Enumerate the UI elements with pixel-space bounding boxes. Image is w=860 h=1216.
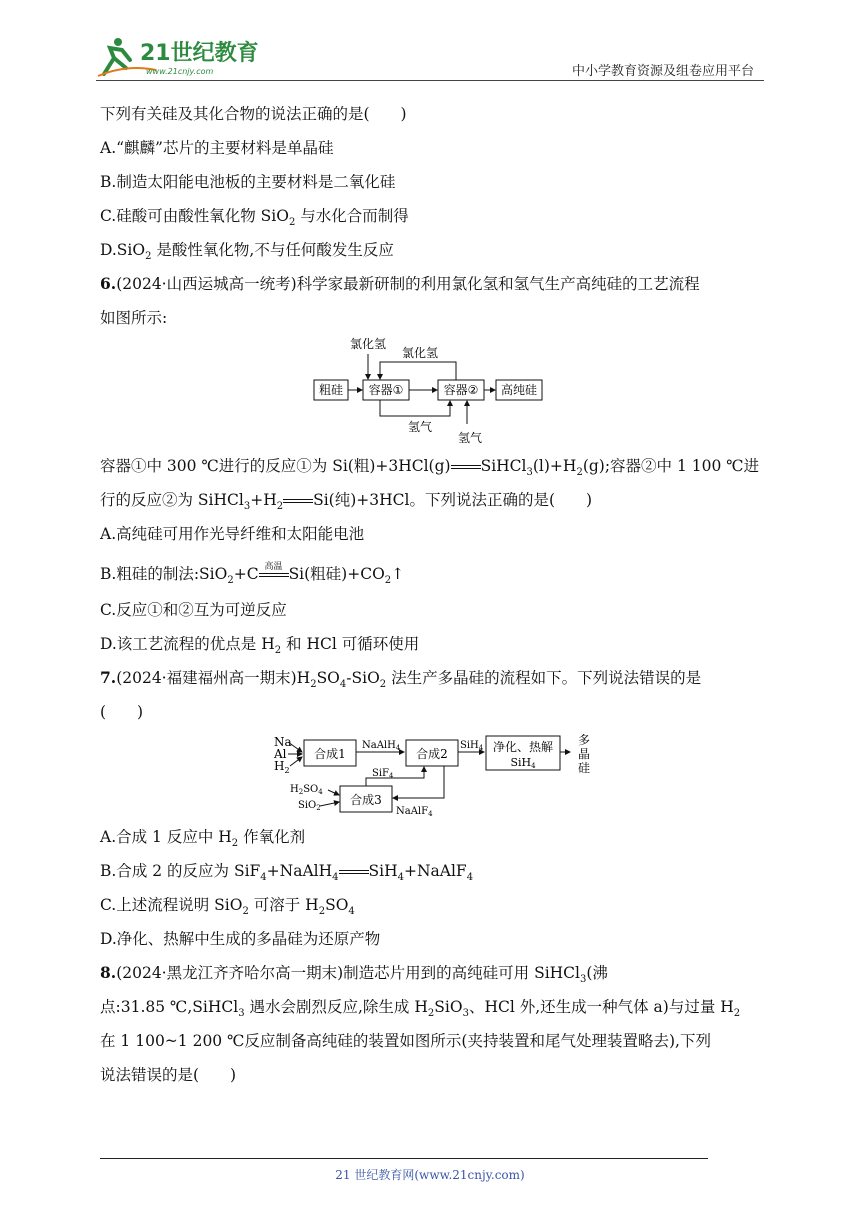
box-synthesis-3-label: 合成3 xyxy=(350,793,382,807)
box-pure-si-label: 高纯硅 xyxy=(500,383,538,397)
label-naalf4: NaAlF$_4$ xyxy=(396,806,433,818)
equals-sign-high-temp: 高温 xyxy=(259,568,289,582)
q6-stem-line2: 如图所示: xyxy=(100,309,168,327)
arrow-h2 xyxy=(290,757,302,766)
box-container-2-label: 容器② xyxy=(443,383,479,397)
equals-sign xyxy=(339,865,369,879)
footer-text: 21 世纪教育网(www.21cnjy.com) xyxy=(335,1168,525,1182)
q8-stem-line1: 8.(2024·黑龙江齐齐哈尔高一期末)制造芯片用到的高纯硅可用 SiHCl$_3$(沸 xyxy=(100,963,608,986)
header-divider xyxy=(96,80,764,81)
q7-option-a: A.合成 1 反应中 $H_2$ 作氧化剂 xyxy=(100,828,306,850)
q7-stem-line1: 7.(2024·福建福州高一期末)$H_2SO_4-SiO_2$ 法生产多晶硅的流程如下。下列说法错误的是 xyxy=(100,668,702,691)
footer-divider xyxy=(100,1158,708,1159)
q5-option-a: A.“麒麟”芯片的主要材料是单晶硅 xyxy=(100,139,334,157)
label-h2-loop: 氢气 xyxy=(407,420,433,434)
label-hcl-in: 氯化氢 xyxy=(349,337,387,351)
product-char-2: 晶 xyxy=(578,747,591,761)
q6-flow-diagram xyxy=(310,332,550,446)
label-sih4: SiH$_4$ xyxy=(460,740,484,752)
q7-stem-line2: ( ) xyxy=(100,703,144,721)
box-container-1-label: 容器① xyxy=(368,383,404,397)
box-purify-label: 净化、热解 xyxy=(492,740,554,754)
box-crude-si-label: 粗硅 xyxy=(318,383,344,397)
box-synthesis-1-label: 合成1 xyxy=(314,747,346,761)
q7-option-b: B.合成 2 的反应为 SiF$_4$+NaAlH$_4$ SiH$_4$+NaAlF$_4$ xyxy=(100,862,474,884)
label-naalh4: NaAlH$_4$ xyxy=(362,740,401,752)
platform-name: 中小学教育资源及组卷应用平台 xyxy=(571,64,754,79)
q7-option-d: D.净化、热解中生成的多晶硅为还原产物 xyxy=(100,930,381,948)
equals-sign xyxy=(283,494,313,508)
q6-reaction-line2: 行的反应②为 $SiHCl_3+H_2$ Si(纯)+3HCl。下列说法正确的是( ) xyxy=(100,491,593,513)
q6-option-d: D.该工艺流程的优点是 $H_2$ 和 HCl 可循环使用 xyxy=(100,635,420,657)
input-na: Na xyxy=(274,735,292,749)
q5-option-c: C.硅酸可由酸性氧化物 SiO$_2$ 与水化合而制得 xyxy=(100,207,409,229)
arrow-sio2 xyxy=(320,802,339,806)
label-sif4: SiF$_4$ xyxy=(372,768,394,780)
arrow-h2-loop xyxy=(380,400,450,416)
arrow-naalf4 xyxy=(393,766,444,798)
label-hcl-loop: 氯化氢 xyxy=(401,346,439,360)
label-h2-in: 氢气 xyxy=(457,431,483,445)
arrow-h2so4 xyxy=(328,790,339,795)
input-h2: $H_2$ xyxy=(274,759,290,775)
q6-option-b: B.粗硅的制法:SiO$_2$+C 高温 Si(粗硅)$+CO_2↑$ xyxy=(100,562,405,587)
site-logo xyxy=(96,34,266,80)
q6-reaction-line1: 容器①中 300 ℃进行的反应①为 Si(粗)+3HCl(g) $SiHCl_3(l)+H_2(g)$;容器②中 1 100 ℃进 xyxy=(100,457,760,479)
input-sio2: SiO$_2$ xyxy=(298,800,321,812)
logo-url: www.21cnjy.com xyxy=(146,67,214,76)
q5-option-d: D.SiO$_2$ 是酸性氧化物,不与任何酸发生反应 xyxy=(100,241,394,263)
arrow-hcl-loop xyxy=(380,362,456,380)
q6-option-a: A.高纯硅可用作光导纤维和太阳能电池 xyxy=(100,525,365,543)
box-purify-sih4: SiH4 xyxy=(510,756,536,770)
product-char-3: 硅 xyxy=(578,761,591,775)
box-synthesis-2-label: 合成2 xyxy=(416,747,448,761)
product-char-1: 多 xyxy=(578,733,591,747)
q8-stem-line3: 在 1 100~1 200 ℃反应制备高纯硅的装置如图所示(夹持装置和尾气处理装置略去),下列 xyxy=(100,1032,711,1050)
q5-stem: 下列有关硅及其化合物的说法正确的是( ) xyxy=(100,105,407,123)
q6-option-c: C.反应①和②互为可逆反应 xyxy=(100,601,287,619)
q8-stem-line4: 说法错误的是( ) xyxy=(100,1066,237,1084)
logo-title: 21世纪教育 xyxy=(140,41,259,66)
q5-option-b: B.制造太阳能电池板的主要材料是二氧化硅 xyxy=(100,173,396,191)
input-al: Al xyxy=(274,747,287,761)
input-h2so4: $H_2SO_4$ xyxy=(290,784,323,796)
equals-sign xyxy=(451,460,481,474)
q7-option-c: C.上述流程说明 SiO$_2$ 可溶于 $H_2SO_4$ xyxy=(100,896,355,918)
q6-stem-line1: 6.(2024·山西运城高一统考)科学家最新研制的利用氯化氢和氢气生产高纯硅的工艺流程 xyxy=(100,274,700,293)
q7-flow-diagram xyxy=(268,732,598,820)
q8-stem-line2: 点:31.85 ℃,SiHCl$_3$ 遇水会剧烈反应,除生成 $H_2SiO_3$、HCl 外,还生成一种气体 a)与过量 $H_2$ xyxy=(100,998,741,1020)
